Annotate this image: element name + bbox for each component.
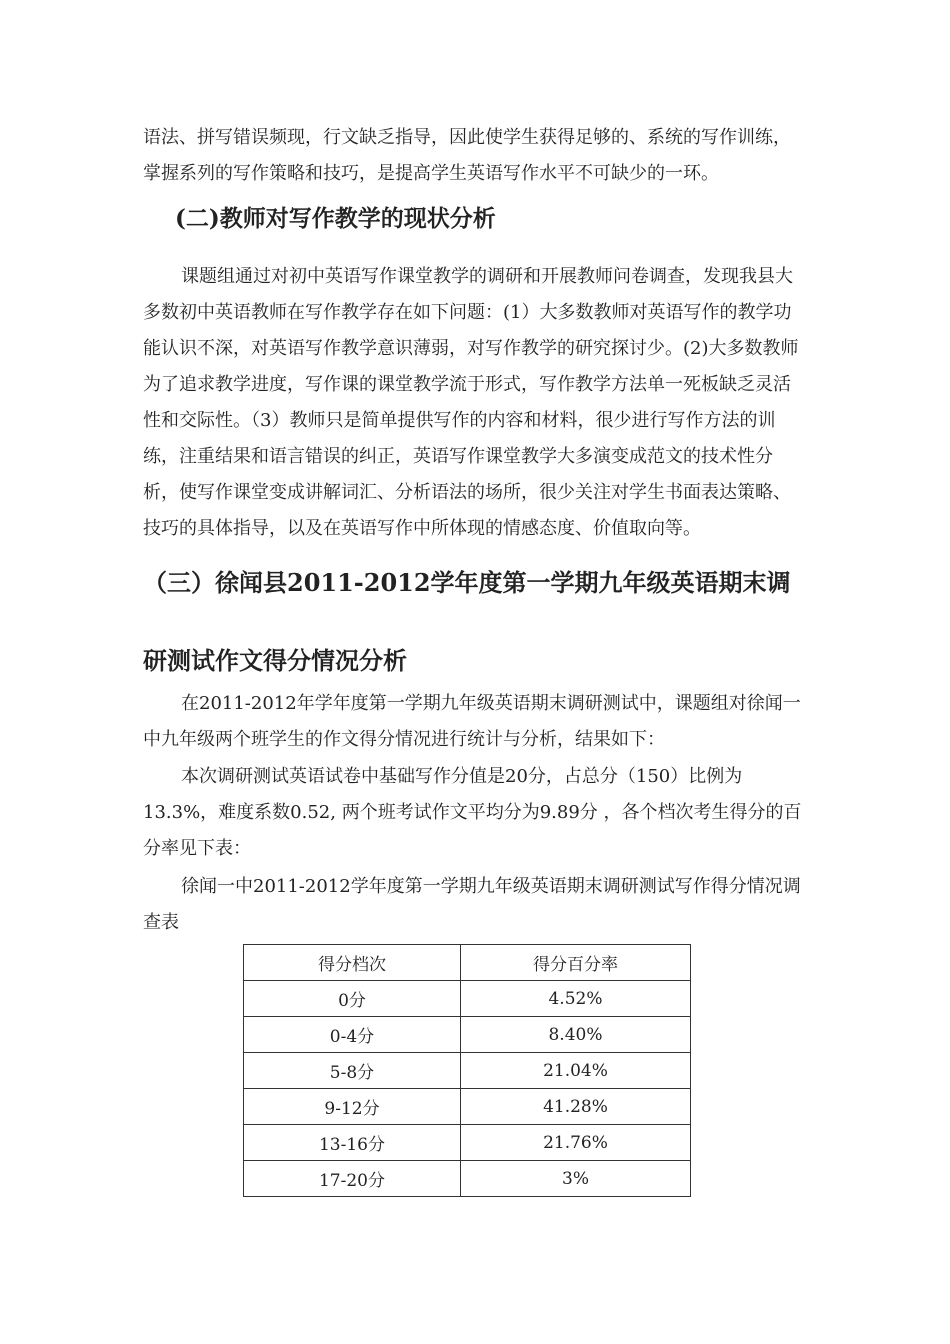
- intro-paragraph: 语法、拼写错误频现，行文缺乏指导，因此使学生获得足够的、系统的写作训练，掌握系列的写作策略和技巧，是提高学生英语写作水平不可缺少的一环。: [143, 127, 791, 184]
- score-paragraph: 本次调研测试英语试卷中基础写作分值是20分，占总分（150）比例为13.3%，难度系数0.52, 两个班考试作文平均分为9.89分 ，各个档次考生得分的百分率见下表：: [143, 766, 802, 859]
- table-cell: 4.52%: [461, 981, 691, 1017]
- table-cell: 8.40%: [461, 1017, 691, 1053]
- teachers-paragraph: 课题组通过对初中英语写作课堂教学的调研和开展教师问卷调查，发现我县大多数初中英语教师在写作教学存在如下问题：(1）大多数教师对英语写作的教学功能认识不深，对英语写作教学意识薄弱，对写作教学的研究探讨少。(2)大多数教师为了追求教学进度，写作课的课堂教学流于形式，写作教学方法单一死板缺乏灵活性和交际性。（3）教师只是简单提供写作的内容和材料，很少进行写作方法的训练，注重结果和语言错误的纠正，英语写作课堂教学大多演变成范文的技术性分析，使写作课堂变成讲解词汇、分析语法的场所，很少关注对学生书面表达策略、技巧的具体指导，以及在英语写作中所体现的情感态度、价值取向等。: [143, 266, 799, 539]
- table-cell: 41.28%: [461, 1089, 691, 1125]
- survey-paragraph: 在2011-2012年学年度第一学期九年级英语期末调研测试中，课题组对徐闻一中九年级两个班学生的作文得分情况进行统计与分析，结果如下：: [143, 693, 801, 750]
- table-caption: 徐闻一中2011-2012学年度第一学期九年级英语期末调研测试写作得分情况调查表: [143, 876, 801, 933]
- table-row: [244, 1161, 691, 1197]
- table-cell: 13-16分: [244, 1125, 461, 1161]
- score-table: [243, 944, 691, 1197]
- table-cell: 5-8分: [244, 1053, 461, 1089]
- table-row: [244, 1125, 691, 1161]
- table-header-row: [244, 945, 691, 981]
- table-header-cell: 得分百分率: [461, 945, 691, 981]
- table-cell: 17-20分: [244, 1161, 461, 1197]
- section-heading-3: （三）徐闻县2011-2012学年度第一学期九年级英语期末调研测试作文得分情况分析: [143, 568, 791, 675]
- table-cell: 0-4分: [244, 1017, 461, 1053]
- table-header-cell: 得分档次: [244, 945, 461, 981]
- table-row: [244, 1053, 691, 1089]
- table-cell: 0分: [244, 981, 461, 1017]
- table-row: [244, 1017, 691, 1053]
- table-row: [244, 1089, 691, 1125]
- table-cell: 21.76%: [461, 1125, 691, 1161]
- table-cell: 3%: [461, 1161, 691, 1197]
- table-cell: 9-12分: [244, 1089, 461, 1125]
- table-cell: 21.04%: [461, 1053, 691, 1089]
- section-heading-2: (二)教师对写作教学的现状分析: [175, 205, 496, 232]
- table-row: [244, 981, 691, 1017]
